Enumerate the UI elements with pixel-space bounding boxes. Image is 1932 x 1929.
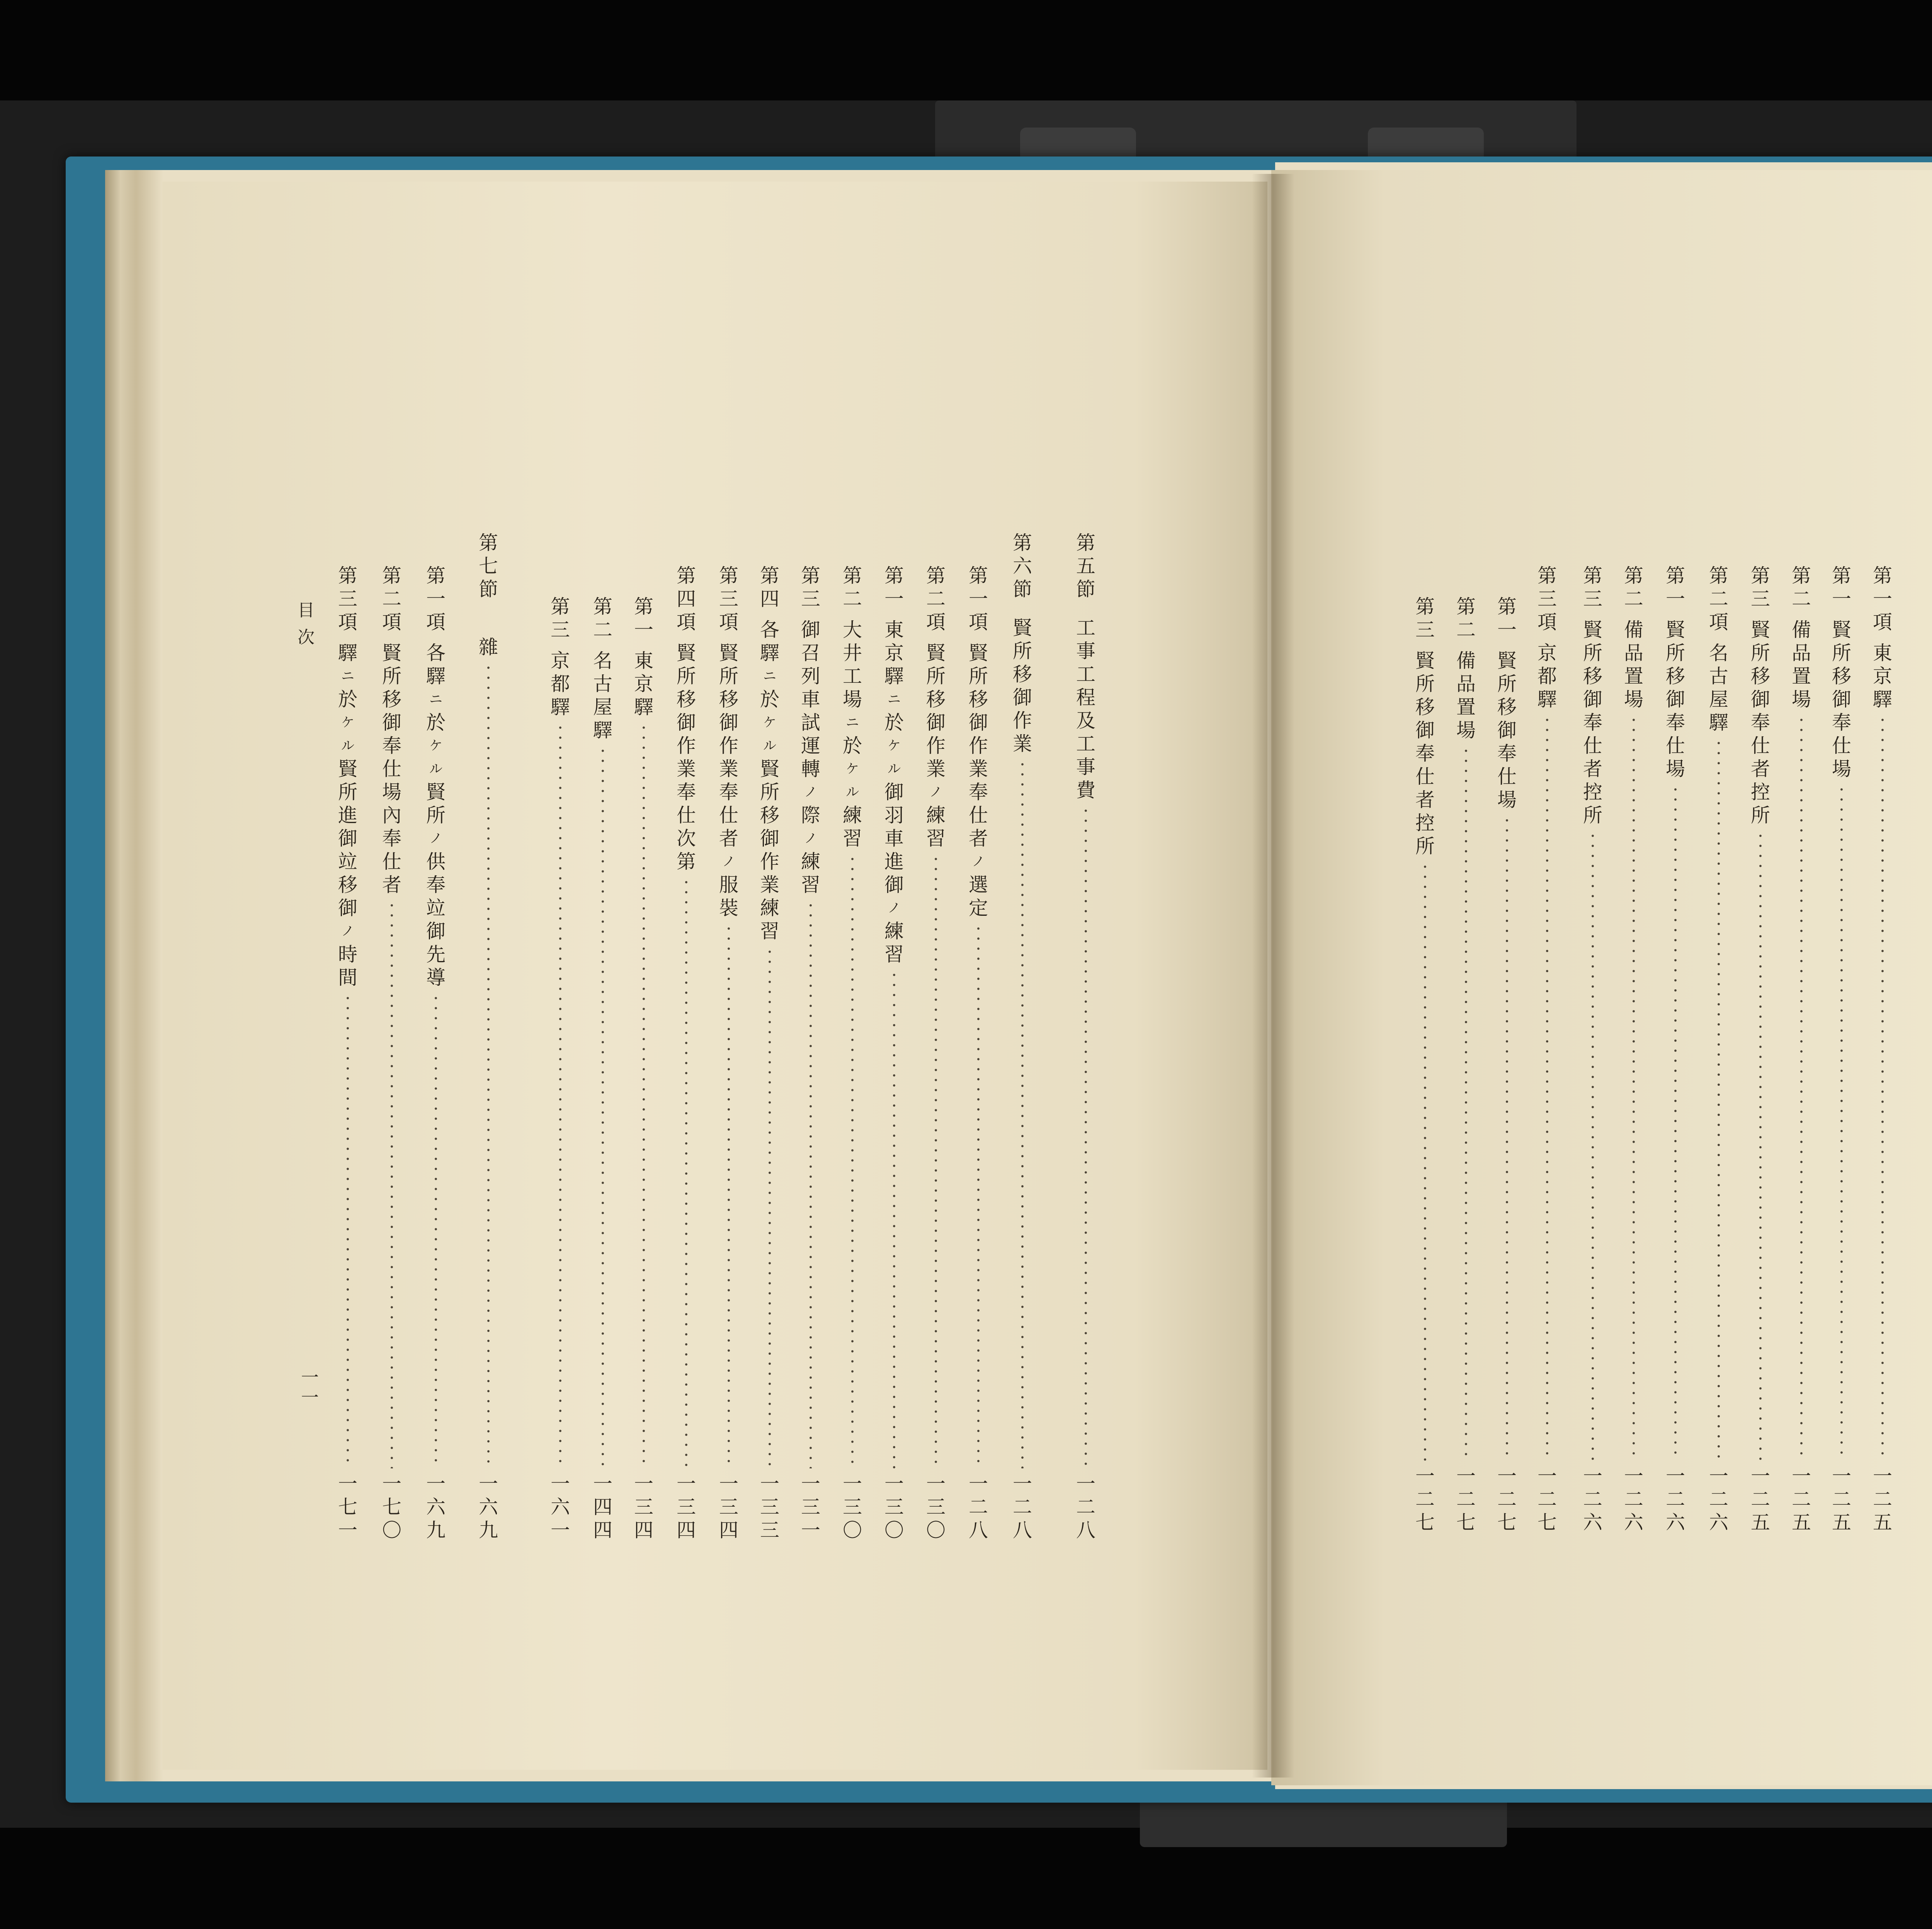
scan-band-bottom: [0, 1828, 1932, 1929]
entry-label: 第 四: [760, 565, 779, 610]
leader-dots: [1464, 746, 1468, 1461]
entry-page-number: 一 四 四: [593, 1473, 612, 1541]
entry-page-number: 一 二 五: [1792, 1465, 1811, 1534]
leader-dots: [642, 723, 645, 1468]
leader-dots: [390, 900, 393, 1468]
entry-label: 第 一 項: [426, 565, 446, 633]
entry-page-number: 一 三 〇: [926, 1473, 946, 1541]
entry-title: 各 驛 ニ 於 ケ ル 賢 所 ノ 供 奉 竝 御 先 導: [426, 642, 446, 989]
entry-title: 東 京 驛: [634, 650, 653, 718]
entry-page-number: 一 二 五: [1832, 1465, 1851, 1534]
entry-title: 賢 所 移 御 奉 仕 者 控 所: [1751, 619, 1770, 827]
left-page-number: 一一: [298, 1368, 319, 1408]
entry-label: 第 三: [801, 565, 820, 610]
left-toc-entry[interactable]: [549, 595, 572, 1542]
entry-page-number: 一 二 五: [1873, 1465, 1892, 1534]
left-page: [162, 182, 1267, 1770]
entry-page-number: 一 七 〇: [382, 1473, 401, 1541]
entry-title: 賢 所 移 御 奉 仕 者 控 所: [1415, 650, 1435, 857]
leader-dots: [1084, 806, 1087, 1468]
entry-page-number: 一 三 一: [801, 1473, 820, 1541]
entry-label: 第 三 項: [338, 565, 357, 633]
left-toc-entry[interactable]: [477, 531, 500, 1542]
left-toc-entry[interactable]: [675, 564, 698, 1542]
right-toc-entry[interactable]: [1581, 564, 1604, 1534]
leader-dots: [487, 663, 490, 1468]
entry-label: 第 二: [1624, 565, 1643, 610]
entry-title: 名 古 屋 驛: [1709, 642, 1728, 734]
entry-label: 第 一: [1832, 565, 1851, 610]
left-toc-entry[interactable]: [424, 564, 447, 1542]
leader-dots: [1423, 862, 1427, 1461]
leader-dots: [727, 924, 730, 1468]
entry-page-number: 一 三 〇: [884, 1473, 904, 1541]
entry-title: 東 京 驛: [1873, 642, 1892, 711]
leader-dots: [559, 723, 562, 1468]
entry-page-number: 一 六 九: [426, 1473, 446, 1541]
right-toc-entry[interactable]: [1790, 564, 1813, 1534]
leader-dots: [1881, 715, 1884, 1461]
entry-title: 京 都 驛: [551, 650, 570, 718]
right-toc-entry[interactable]: [1871, 564, 1894, 1534]
leader-dots: [434, 993, 437, 1468]
entry-title: 賢 所 移 御 奉 仕 場: [1832, 619, 1851, 780]
book-gutter: [1252, 174, 1294, 1778]
entry-label: 第 一: [1666, 565, 1685, 610]
entry-label: 第 三: [1415, 595, 1435, 641]
entry-label: 第 二 項: [1709, 565, 1728, 633]
entry-title: 雜: [479, 636, 498, 658]
entry-page-number: 一 二 五: [1751, 1465, 1770, 1534]
right-toc-entry[interactable]: [1536, 564, 1559, 1534]
entry-label: 第 三: [551, 595, 570, 641]
entry-title: 各 驛 ニ 於 ケ ル 賢 所 移 御 作 業 練 習: [760, 619, 779, 942]
entry-page-number: 一 三 〇: [843, 1473, 862, 1541]
entry-page-number: 一 二 六: [1583, 1465, 1602, 1534]
entry-title: 賢 所 移 御 作 業 ノ 練 習: [926, 642, 946, 850]
right-toc-entry[interactable]: [1413, 595, 1437, 1534]
leader-dots: [346, 993, 349, 1468]
entry-title: 賢 所 移 御 奉 仕 場 內 奉 仕 者: [382, 642, 401, 896]
entry-label: 第 五 節: [1076, 532, 1095, 600]
entry-page-number: 一 七 一: [338, 1473, 357, 1541]
leader-dots: [1021, 759, 1024, 1468]
entry-page-number: 一 二 八: [1013, 1473, 1032, 1541]
entry-title: 賢 所 移 御 作 業 奉 仕 者 ノ 服 裝: [719, 642, 738, 919]
entry-title: 大 井 工 場 ニ 於 ケ ル 練 習: [843, 619, 862, 850]
entry-label: 第 一 項: [1873, 565, 1892, 633]
leader-dots: [1632, 715, 1635, 1461]
scan-band-top: [0, 0, 1932, 100]
leader-dots: [1717, 738, 1720, 1461]
right-toc-entry[interactable]: [1495, 595, 1519, 1534]
entry-title: 賢 所 移 御 奉 仕 場: [1497, 650, 1517, 811]
left-toc-entry[interactable]: [758, 564, 781, 1542]
entry-label: 第 一 項: [969, 565, 988, 633]
entry-label: 第 一: [1497, 595, 1517, 641]
entry-title: 名 古 屋 驛: [593, 650, 612, 742]
entry-page-number: 一 二 六: [1624, 1465, 1643, 1534]
entry-label: 第 三 項: [719, 565, 738, 633]
right-toc-entry[interactable]: [1749, 564, 1772, 1534]
entry-page-number: 一 二 六: [1666, 1465, 1685, 1534]
left-toc-entry[interactable]: [924, 564, 947, 1542]
entry-title: 賢 所 移 御 奉 仕 場: [1666, 619, 1685, 780]
entry-label: 第 六 節: [1013, 532, 1032, 600]
entry-title: 京 都 驛: [1537, 642, 1557, 711]
entry-title: 賢 所 移 御 作 業 奉 仕 次 第: [677, 642, 696, 873]
left-toc-entry[interactable]: [841, 564, 864, 1542]
entry-title: 驛 ニ 於 ケ ル 賢 所 進 御 竝 移 御 ノ 時 間: [338, 642, 357, 989]
leader-dots: [1591, 831, 1594, 1461]
right-toc-entry[interactable]: [1830, 564, 1853, 1534]
left-toc-entry[interactable]: [883, 564, 906, 1542]
entry-title: 御 召 列 車 試 運 轉 ノ 際 ノ 練 習: [801, 619, 820, 896]
left-toc-entry[interactable]: [1011, 531, 1034, 1542]
leader-dots: [601, 746, 604, 1468]
entry-page-number: 一 六 九: [479, 1473, 498, 1541]
entry-page-number: 一 三 四: [634, 1473, 653, 1541]
leader-dots: [1505, 815, 1509, 1461]
entry-page-number: 一 三 四: [677, 1473, 696, 1541]
leader-dots: [893, 970, 896, 1468]
entry-title: 賢 所 移 御 作 業: [1013, 617, 1032, 755]
leader-dots: [851, 854, 854, 1468]
entry-page-number: 一 二 七: [1537, 1465, 1557, 1534]
entry-page-number: 一 二 七: [1415, 1465, 1435, 1534]
entry-label: 第 三 項: [1537, 565, 1557, 633]
left-toc-entry[interactable]: [336, 564, 359, 1542]
left-toc-entry[interactable]: [967, 564, 990, 1542]
left-toc-entry[interactable]: [799, 564, 822, 1542]
entry-label: 第 二: [843, 565, 862, 610]
entry-label: 第 二: [593, 595, 612, 641]
leader-dots: [1546, 715, 1549, 1461]
entry-title: 賢 所 移 御 作 業 奉 仕 者 ノ 選 定: [969, 642, 988, 919]
entry-title: 備 品 置 場: [1624, 619, 1643, 711]
entry-label: 第 七 節: [479, 532, 498, 600]
entry-label: 第 三: [1751, 565, 1770, 610]
entry-label: 第 二: [1456, 595, 1476, 641]
entry-label: 第 一: [634, 595, 653, 641]
left-toc-entry[interactable]: [717, 564, 740, 1542]
right-toc-entry[interactable]: [1707, 564, 1730, 1534]
entry-label: 第 四 項: [677, 565, 696, 633]
leader-dots: [1759, 831, 1762, 1461]
leader-dots: [685, 877, 688, 1468]
left-toc-entry[interactable]: [380, 564, 403, 1542]
leader-dots: [1840, 784, 1843, 1461]
entry-page-number: 一 六 一: [551, 1473, 570, 1541]
entry-label: 第 二 項: [382, 565, 401, 633]
entry-page-number: 一 二 六: [1709, 1465, 1728, 1534]
leader-dots: [934, 854, 937, 1468]
entry-title: 備 品 置 場: [1792, 619, 1811, 711]
leader-dots: [768, 947, 771, 1468]
leader-dots: [977, 924, 980, 1468]
entry-title: 賢 所 移 御 奉 仕 者 控 所: [1583, 619, 1602, 827]
right-toc-entry[interactable]: [1622, 564, 1645, 1534]
entry-title: 東 京 驛 ニ 於 ケ ル 御 羽 車 進 御 ノ 練 習: [884, 619, 904, 966]
leader-dots: [809, 900, 812, 1468]
entry-label: 第 二: [1792, 565, 1811, 610]
entry-page-number: 一 二 七: [1456, 1465, 1476, 1534]
entry-label: 第 三: [1583, 565, 1602, 610]
entry-title: 工 事 工 程 及 工 事 費: [1076, 617, 1095, 801]
entry-label: 第 二 項: [926, 565, 946, 633]
left-toc-entry[interactable]: [1074, 531, 1097, 1542]
entry-page-number: 一 二 七: [1497, 1465, 1517, 1534]
entry-label: 第 一: [884, 565, 904, 610]
leader-dots: [1800, 715, 1803, 1461]
left-toc-entry[interactable]: [632, 595, 655, 1542]
entry-page-number: 一 二 八: [969, 1473, 988, 1541]
leader-dots: [1674, 784, 1677, 1461]
right-toc-entry[interactable]: [1454, 595, 1478, 1534]
left-header-char-2: 次: [298, 628, 315, 647]
right-toc-entry[interactable]: [1664, 564, 1687, 1534]
left-toc-entry[interactable]: [591, 595, 614, 1542]
entry-title: 備 品 置 場: [1456, 650, 1476, 742]
left-header-char-1: 目: [298, 600, 315, 620]
entry-page-number: 一 三 四: [719, 1473, 738, 1541]
entry-page-number: 一 三 三: [760, 1473, 779, 1541]
entry-page-number: 一 二 八: [1076, 1473, 1095, 1541]
